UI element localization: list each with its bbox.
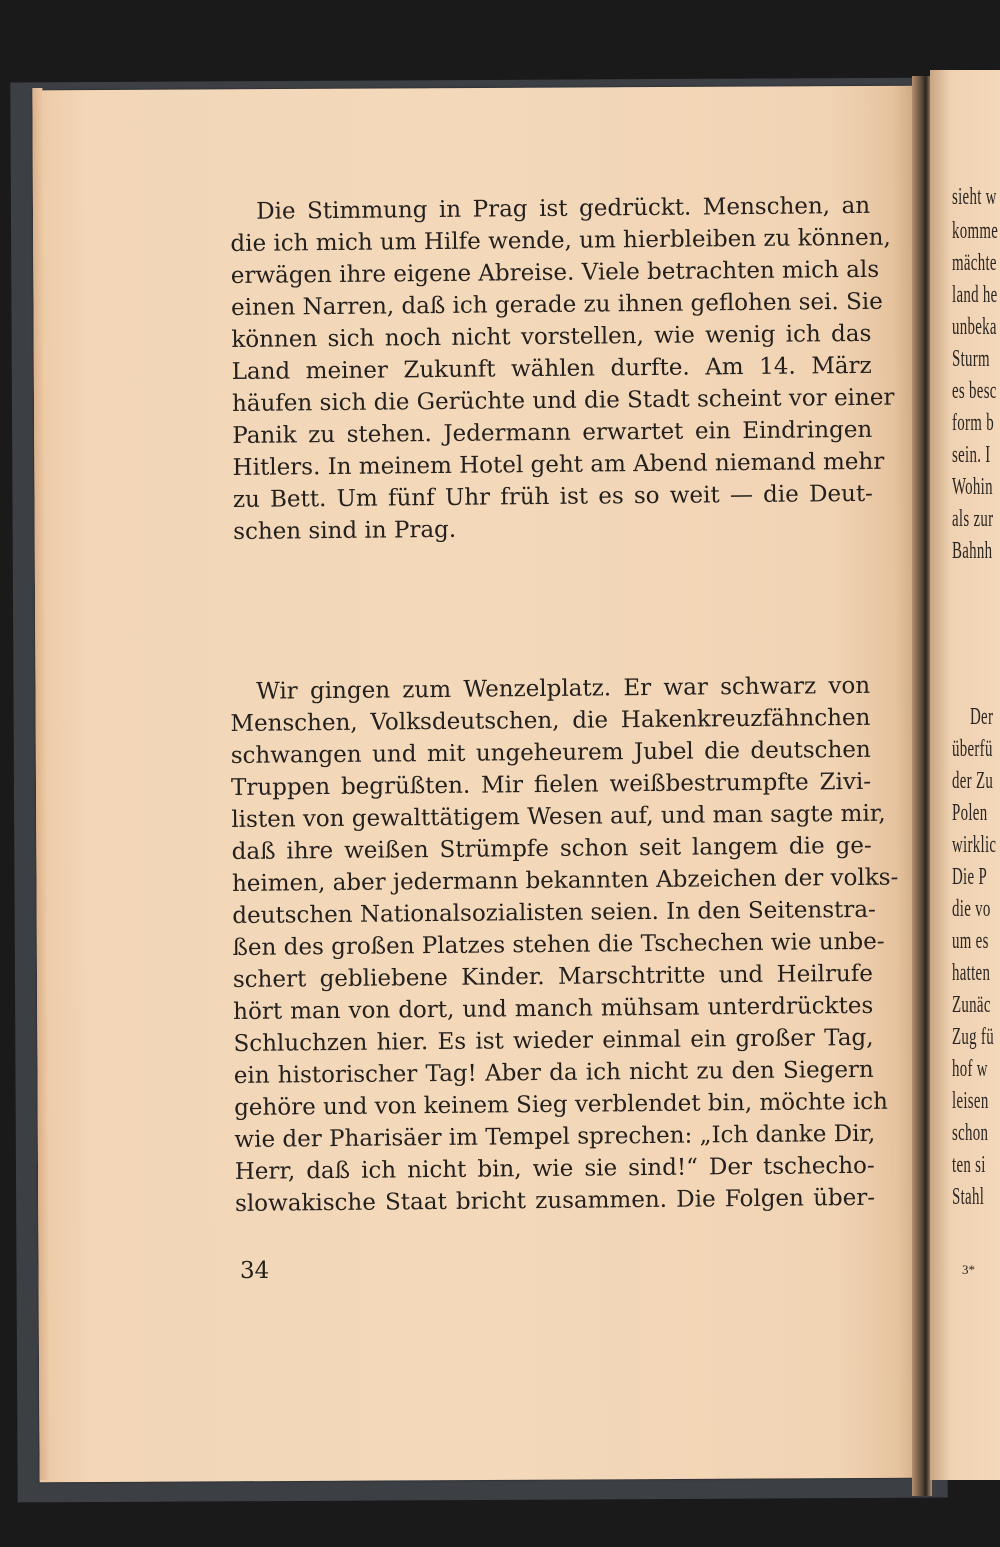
facing-text-line: ten si (952, 1152, 986, 1178)
facing-text-line: Stahl (952, 1184, 985, 1210)
facing-text-line: sein. I (952, 442, 991, 468)
text-line: häufen sich die Gerüchte und die Stadt scheint vor einer (231, 384, 895, 417)
page-number: 34 (240, 1258, 270, 1284)
text-line: wie der Pharisäer im Tempel sprechen: „Ich danke Dir, (234, 1120, 876, 1153)
facing-text-line: Die P (952, 864, 988, 890)
facing-text-line: hof w (952, 1056, 988, 1082)
book-gutter (912, 76, 932, 1496)
text-line: können sich noch nicht vorstellen, wie wenig ich das (231, 320, 872, 353)
text-line: Die Stimmung in Prag ist gedrückt. Menschen, an (256, 192, 871, 225)
facing-text-line: es besc (952, 378, 997, 404)
facing-text-line: Wohin (952, 474, 993, 500)
facing-text-line: der Zu (952, 768, 994, 794)
facing-text-line: als zur (952, 506, 994, 532)
text-line: listen von gewalttätigem Wesen auf, und man sagte mir, (231, 800, 886, 833)
text-line: slowakische Staat bricht zusammen. Die Folgen über- (234, 1184, 876, 1217)
facing-text-line: form b (952, 410, 994, 436)
facing-text-line: Sturm (952, 346, 990, 372)
text-line: einen Narren, daß ich gerade zu ihnen geflohen sei. Sie (230, 288, 883, 321)
facing-text-line: komme (952, 218, 999, 244)
facing-text-line: hatten (952, 960, 991, 986)
facing-text-line: Der (970, 704, 994, 730)
facing-text-line: die vo (952, 896, 991, 922)
text-line: erwägen ihre eigene Abreise. Viele betrachten mich als (230, 256, 880, 289)
text-line: die ich mich um Hilfe wende, um hierbleiben zu können, (230, 224, 891, 257)
facing-text-line: um es (952, 928, 989, 954)
paragraph-2 (230, 670, 899, 1220)
facing-text-line: sieht w (952, 184, 997, 210)
text-line: Herr, daß ich nicht bin, wie sie sind!“ Der tschecho- (234, 1152, 875, 1185)
text-line: schert gebliebene Kinder. Marschtritte und Heilrufe (232, 960, 874, 993)
text-line: hört man von dort, und manch mühsam unterdrücktes (233, 992, 874, 1025)
text-line: gehöre und von keinem Sieg verblendet bin, möchte ich (234, 1088, 889, 1121)
facing-signature-mark: 3* (962, 1262, 975, 1277)
facing-text-line: land he (952, 282, 998, 308)
text-line: schen sind in Prag. (233, 516, 457, 545)
text-line: ein historischer Tag! Aber da ich nicht zu den Siegern (233, 1056, 874, 1089)
text-line: zu Bett. Um fünf Uhr früh ist es so weit — die Deut- (232, 480, 874, 513)
facing-text-line: Zunäc (952, 992, 991, 1018)
facing-text-line: Polen (952, 800, 988, 826)
text-line: Land meiner Zukunft wählen durfte. Am 14. März (231, 352, 872, 385)
text-line: ßen des großen Platzes stehen die Tschechen wie unbe- (232, 928, 885, 961)
facing-text-line: unbeka (952, 314, 997, 340)
text-line: Schluchzen hier. Es ist wieder einmal ein großer Tag, (233, 1024, 874, 1057)
facing-text-line: mächte (952, 250, 997, 276)
text-line: Truppen begrüßten. Mir fielen weißbestrumpfte Zivi- (230, 768, 872, 801)
text-line: Menschen, Volksdeutschen, die Hakenkreuzfähnchen (230, 704, 871, 737)
text-line: daß ihre weißen Strümpfe schon seit langem die ge- (231, 832, 872, 865)
facing-text-line: Zug fü (952, 1024, 994, 1050)
text-line: heimen, aber jedermann bekannten Abzeichen der volks- (231, 864, 899, 897)
facing-text-line: wirklic (952, 832, 997, 858)
text-line: schwangen und mit ungeheurem Jubel die deutschen (230, 736, 871, 769)
facing-text-line: überfü (952, 736, 993, 762)
paragraph-1 (230, 190, 895, 548)
facing-text-line: leisen (952, 1088, 989, 1114)
text-line: Panik zu stehen. Jedermann erwartet ein Eindringen (232, 416, 873, 449)
facing-text-line: schon (952, 1120, 989, 1146)
text-line: Hitlers. In meinem Hotel geht am Abend niemand mehr (232, 448, 885, 481)
text-line: deutschen Nationalsozialisten seien. In den Seitenstra- (232, 896, 876, 929)
text-line: Wir gingen zum Wenzelplatz. Er war schwarz von (256, 672, 871, 705)
facing-text-line: Bahnh (952, 538, 993, 564)
